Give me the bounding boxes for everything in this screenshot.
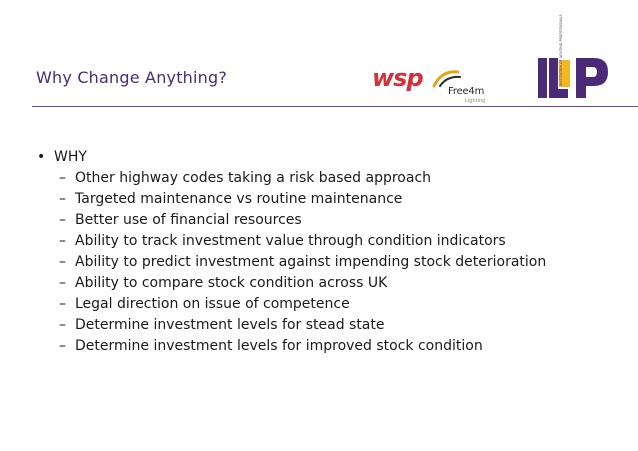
- ilp-vertical-text: INSTITUTION OF LIGHTING PROFESSIONALS: [559, 14, 563, 86]
- sub-bullet-item: [59, 315, 637, 336]
- sub-bullet-text: Ability to compare stock condition across UK: [75, 275, 388, 291]
- bullet-list: [37, 148, 637, 357]
- sub-bullet-item: [59, 231, 637, 252]
- dash-icon: –: [59, 317, 66, 333]
- sub-bullet-item: [59, 168, 637, 189]
- dash-icon: –: [59, 338, 66, 354]
- dash-icon: –: [59, 296, 66, 312]
- dash-icon: –: [59, 275, 66, 291]
- sub-bullet-text: Ability to predict investment against impending stock deterioration: [75, 254, 547, 270]
- sub-bullet-text: Other highway codes taking a risk based approach: [75, 170, 432, 186]
- dash-icon: –: [59, 233, 66, 249]
- wsp-logo: [372, 64, 432, 100]
- sub-bullet-text: Ability to track investment value through condition indicators: [75, 233, 506, 249]
- dash-icon: –: [59, 170, 66, 186]
- bullet-text: WHY: [54, 149, 87, 165]
- sub-bullet-list: [59, 168, 637, 357]
- dash-icon: –: [59, 254, 66, 270]
- dash-icon: –: [59, 191, 66, 207]
- sub-bullet-text: Targeted maintenance vs routine maintenance: [75, 191, 403, 207]
- sub-bullet-item: [59, 189, 637, 210]
- sub-bullet-text: Determine investment levels for improved stock condition: [75, 338, 483, 354]
- sub-bullet-text: Legal direction on issue of competence: [75, 296, 350, 312]
- dash-icon: –: [59, 212, 66, 228]
- sub-bullet-item: [59, 336, 637, 357]
- ilp-logo: [536, 14, 612, 102]
- sub-bullet-item: [59, 252, 637, 273]
- sub-bullet-item: [59, 294, 637, 315]
- free4m-logo-subtext: Lighting: [465, 98, 486, 104]
- page-title: Why Change Anything?: [36, 68, 228, 87]
- sub-bullet-text: Determine investment levels for stead state: [75, 317, 385, 333]
- wsp-logo-text: wsp: [372, 64, 423, 92]
- sub-bullet-item: [59, 210, 637, 231]
- free4m-logo-text: Free4m: [448, 86, 485, 97]
- sub-bullet-item: [59, 273, 637, 294]
- bullet-item-why: [37, 148, 637, 166]
- sub-bullet-text: Better use of financial resources: [75, 212, 302, 228]
- title-rule: [32, 106, 638, 107]
- bullet-dot-icon: •: [37, 149, 46, 165]
